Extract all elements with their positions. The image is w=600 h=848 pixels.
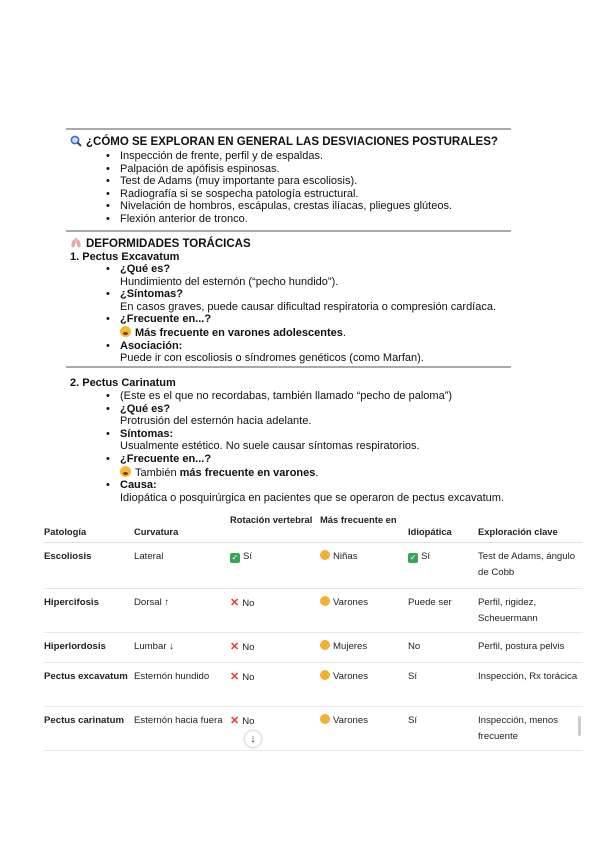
table-header-row [44, 512, 583, 543]
cell-text: Sí [421, 551, 431, 562]
list-item: • Nivelación de hombros, escápulas, crestas ilíacas, pliegues glúteos. [102, 200, 452, 213]
cross-icon: ✕ [230, 641, 240, 653]
section-title-text: DEFORMIDADES TORÁCICAS [86, 238, 251, 250]
row-name-cell [44, 589, 134, 633]
table-row [44, 633, 583, 663]
table-header: Exploración clave [478, 512, 583, 543]
table-header: Patología [44, 512, 134, 543]
cell-text: Pectus excavatum [44, 671, 128, 682]
emoji-icon [320, 670, 330, 680]
cell-text: No [242, 672, 255, 683]
emoji-icon [320, 550, 330, 560]
rotation-cell [230, 633, 320, 663]
list-item [102, 288, 496, 313]
cell-text: No [242, 716, 255, 727]
cell-text: Niñas [333, 551, 358, 562]
frequency-cell [320, 589, 408, 633]
cell-text: Puede ser [408, 597, 452, 608]
answer-text: Idiopática o posquirúrgica en pacientes que se operaron de pectus excavatum. [120, 491, 505, 504]
cell-text: Pectus carinatum [44, 715, 124, 726]
cell-text: Varones [333, 715, 369, 726]
section-divider [66, 128, 511, 130]
scrollbar[interactable] [578, 716, 581, 736]
question-label: ¿Qué es? [120, 263, 171, 275]
cell-text: Hiperlordosis [44, 641, 106, 652]
list-item [102, 340, 496, 365]
row-name-cell [44, 663, 134, 707]
summary-table [44, 512, 583, 751]
list-item: • Radiografía si se sospecha patología estructural. [102, 188, 452, 201]
list-item [102, 263, 496, 288]
list-item [102, 479, 504, 504]
cell-text: Sí [408, 671, 418, 682]
section-divider [66, 366, 511, 368]
question-label: Síntomas: [120, 427, 174, 440]
answer-text: Protrusión del esternón hacia adelante. [120, 415, 312, 428]
list-item: • Test de Adams (muy importante para escoliosis). [102, 175, 452, 188]
idiopathic-cell [408, 589, 478, 633]
rotation-cell [230, 543, 320, 589]
cross-icon: ✕ [230, 671, 240, 683]
question-label: ¿Qué es? [120, 402, 171, 415]
check-icon: ✓ [409, 553, 417, 562]
cross-icon: ✕ [230, 597, 240, 609]
question-label: Asociación: [120, 339, 183, 352]
answer-end: . [315, 466, 319, 479]
list-item: • Inspección de frente, perfil y de espaldas. [102, 150, 452, 163]
exploration-list [102, 150, 452, 226]
answer-pre: También [135, 466, 180, 479]
magnifier-icon [70, 135, 82, 147]
cell-text: Esternón hundido [134, 671, 210, 682]
table-header: Idiopática [408, 512, 478, 543]
section-divider [66, 230, 511, 232]
answer-text: Usualmente estético. No suele causar síntomas respiratorios. [120, 440, 420, 453]
list-item [102, 313, 496, 339]
rotation-cell [230, 707, 320, 751]
question-label: ¿Frecuente en...? [120, 452, 212, 465]
list-item: • Flexión anterior de tronco. [102, 213, 452, 226]
curvature-cell [134, 707, 230, 751]
row-name-cell [44, 633, 134, 663]
cell-text: Sí [408, 715, 418, 726]
scroll-down-button[interactable]: ↓ [245, 731, 261, 747]
emoji-icon [320, 596, 330, 606]
list-item [102, 428, 504, 453]
exploration-cell [478, 707, 583, 751]
curvature-cell [134, 663, 230, 707]
table-row [44, 589, 583, 633]
row-name-cell [44, 707, 134, 751]
frequency-cell [320, 707, 408, 751]
cell-text: Mujeres [333, 641, 368, 652]
cell-text: Inspección, Rx torácica [478, 671, 578, 682]
cell-text: Hipercifosis [44, 597, 99, 608]
list-item [102, 453, 504, 479]
table-header: Curvatura [134, 512, 230, 543]
exploration-cell [478, 633, 583, 663]
list-item [102, 403, 504, 428]
check-icon: ✓ [231, 553, 239, 562]
row-name-cell [44, 543, 134, 589]
heading-pectus-carinatum: 2. Pectus Carinatum [70, 377, 176, 389]
idiopathic-cell [408, 633, 478, 663]
cell-text: Escoliosis [44, 551, 92, 562]
cell-text: Varones [333, 671, 369, 682]
frequency-cell [320, 543, 408, 589]
answer-end: . [342, 326, 346, 339]
answer-text: Hundimiento del esternón (“pecho hundido”). [120, 275, 339, 288]
excavatum-list [102, 263, 496, 365]
cell-text: Lateral [134, 551, 164, 562]
curvature-cell [134, 633, 230, 663]
cell-text: Perfil, postura pelvis [478, 641, 565, 652]
answer-text [102, 466, 504, 480]
idiopathic-cell [408, 707, 478, 751]
cell-text: No [242, 598, 255, 609]
question-label: ¿Síntomas? [120, 288, 183, 301]
frequency-cell [320, 663, 408, 707]
face-emoji-icon [120, 466, 131, 477]
answer-bold: más frecuente en varones [179, 466, 316, 479]
question-label: ¿Frecuente en...? [120, 313, 212, 326]
curvature-cell [134, 589, 230, 633]
question-label: Causa: [120, 479, 157, 492]
answer-text [102, 326, 496, 340]
cell-text: Test de Adams, ángulo de Cobb [478, 551, 576, 578]
cell-text: No [242, 642, 255, 653]
idiopathic-cell [408, 663, 478, 707]
section-title-thoracic [70, 237, 251, 250]
exploration-cell [478, 589, 583, 633]
section-title-exploration [70, 135, 498, 148]
table-header: Más frecuente en [320, 512, 408, 543]
emoji-icon [320, 640, 330, 650]
cell-text: Esternón hacia fuera [134, 715, 223, 726]
list-item: • Palpación de apófisis espinosas. [102, 163, 452, 176]
lungs-icon [70, 237, 82, 249]
cell-text: Varones [333, 597, 369, 608]
table-header: Rotación vertebral [230, 512, 320, 543]
section-title-text: ¿CÓMO SE EXPLORAN EN GENERAL LAS DESVIACIONES POSTURALES? [86, 136, 498, 148]
exploration-cell [478, 543, 583, 589]
cell-text: Lumbar ↓ [134, 641, 174, 652]
heading-pectus-excavatum: 1. Pectus Excavatum [70, 251, 180, 263]
table-row [44, 707, 583, 751]
cell-text: Dorsal ↑ [134, 597, 170, 608]
list-item: • (Este es el que no recordabas, también llamado “pecho de paloma”) [102, 390, 504, 403]
cell-text: No [408, 641, 421, 652]
answer-text: Puede ir con escoliosis o síndromes genéticos (como Marfan). [120, 352, 424, 365]
exploration-cell [478, 663, 583, 707]
rotation-cell [230, 663, 320, 707]
cross-icon: ✕ [230, 715, 240, 727]
table-row [44, 663, 583, 707]
table-row [44, 543, 583, 589]
cell-text: Sí [243, 551, 253, 562]
answer-bold: Más frecuente en varones adolescentes [135, 326, 343, 339]
frequency-cell [320, 633, 408, 663]
rotation-cell [230, 589, 320, 633]
answer-text: En casos graves, puede causar dificultad respiratoria o compresión cardíaca. [120, 300, 497, 313]
emoji-icon [320, 714, 330, 724]
cell-text: Perfil, rigidez, Scheuermann [478, 597, 538, 624]
face-emoji-icon [120, 326, 131, 337]
cell-text: Inspección, menos frecuente [478, 715, 558, 742]
idiopathic-cell [408, 543, 478, 589]
curvature-cell [134, 543, 230, 589]
carinatum-list [102, 390, 504, 504]
